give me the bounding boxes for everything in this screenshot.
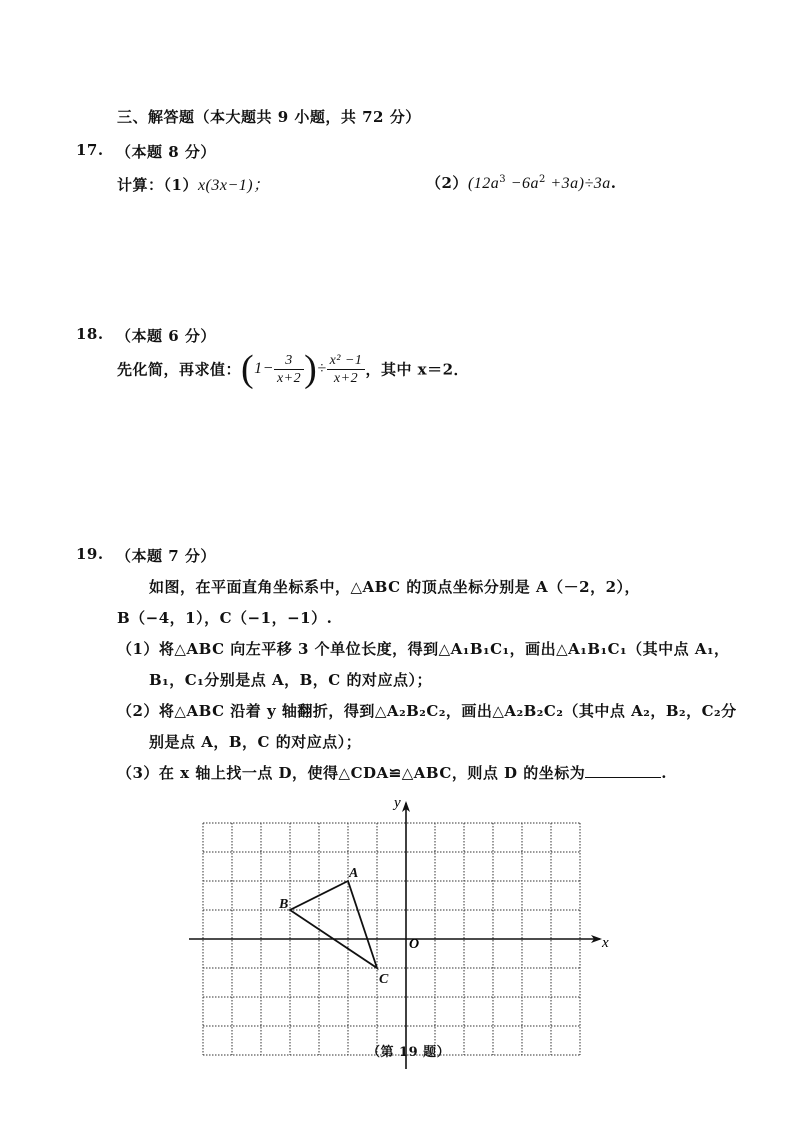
q18-number: 18. [76, 325, 104, 343]
q19-points: （本题 7 分） [116, 547, 216, 565]
q19-step1-line2: B₁，C₁分别是点 A，B，C 的对应点）； [149, 671, 432, 689]
q19-step3-text: （3）在 x 轴上找一点 D，使得△CDA≌△ABC，则点 D 的坐标为 [117, 764, 586, 782]
q17-p2-end: . [610, 174, 617, 192]
q18-lead: 先化简，再求值： [117, 360, 242, 379]
q19-intro-1: 如图，在平面直角坐标系中，△ABC 的顶点坐标分别是 A（－2，2）， [149, 578, 641, 596]
origin-label: O [409, 937, 420, 952]
axes [189, 801, 602, 1069]
section-title: 三、解答题（本大题共 9 小题，共 72 分） [117, 108, 421, 126]
figure-caption: （第 19 题） [367, 1045, 451, 1060]
triangle-abc [278, 866, 389, 987]
x-axis-label: x [602, 935, 609, 951]
q17-p2-exp2: 2 [538, 174, 546, 185]
q18-one-minus: 1− [254, 360, 274, 377]
vertex-label-a: A [349, 866, 359, 881]
q19-step2-line1: （2）将△ABC 沿着 y 轴翻折，得到△A₂B₂C₂，画出△A₂B₂C₂（其中点 A₂，B₂，C₂分 [117, 702, 737, 720]
triangle-outline [290, 881, 377, 968]
q19-step1-line1: （1）将△ABC 向左平移 3 个单位长度，得到△A₁B₁C₁，画出△A₁B₁C₁（其中点 A₁， [117, 640, 730, 658]
q17-p2-label: （2） [426, 174, 468, 192]
q17-p1-label: （1） [163, 176, 198, 194]
q17-points: （本题 8 分） [116, 143, 216, 161]
q18-tail: ，其中 x＝2． [365, 360, 470, 379]
q18-points: （本题 6 分） [116, 327, 216, 345]
q19-intro-2: B（−4，1），C（−1，−1）. [117, 609, 333, 627]
q17-p2-expr-b: −6a [506, 175, 539, 192]
vertex-label-c: C [379, 972, 389, 987]
q18-div: ÷ [317, 360, 327, 377]
q18-fraction-1: $\frac{3}{x+2}$ [274, 352, 304, 387]
q17-p2-expr-c: +3a)÷3a [545, 175, 611, 192]
q17-p2-exp3: 3 [499, 174, 507, 185]
y-axis-label: y [394, 795, 401, 811]
q17-number: 17. [76, 141, 104, 159]
q17-p1-expr: x(3x−1)； [197, 177, 270, 194]
q17-p2-expr-a: (12a [467, 175, 500, 192]
q17-lead: 计算： [117, 176, 164, 194]
vertex-label-b: B [279, 897, 289, 912]
q18-fraction-2: $\frac{\text{x² −1}}{x+2}$ [327, 352, 366, 387]
q19-step2-line2: 别是点 A，B，C 的对应点）； [149, 733, 362, 751]
q18-expression: 先化简，再求值：(1− $\frac{3}{x+2}$ )÷ $\frac{\text{x² −1}}{x+2}$ ，其中 x＝2． [117, 348, 470, 390]
q19-number: 19. [76, 545, 104, 563]
q19-step3-end: . [661, 764, 667, 782]
